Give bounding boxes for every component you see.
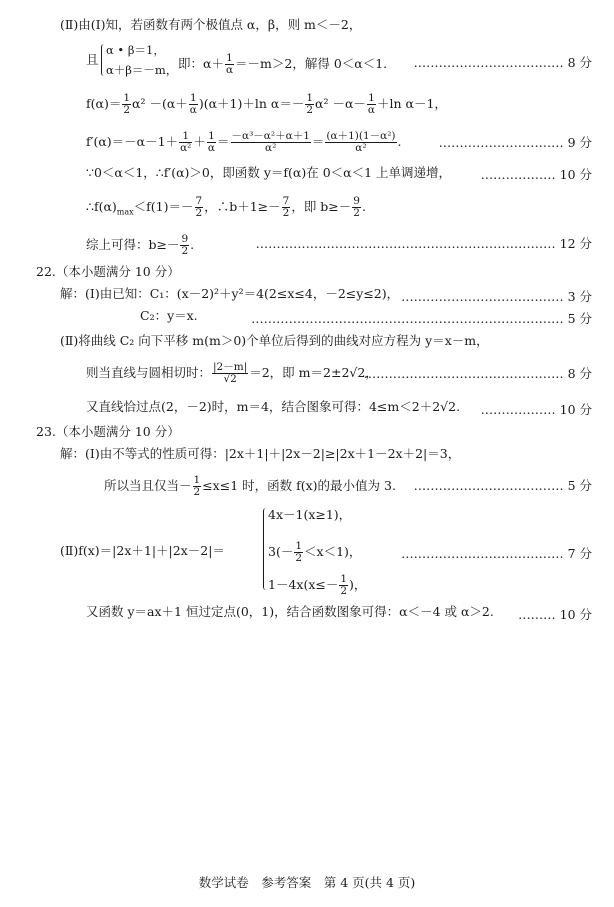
text-line: 则当直线与圆相切时： $\frac{|2-m|}{√2}$ ＝2，即 m＝2±2√2，	[86, 361, 378, 385]
text-line: 解：(Ⅰ)由已知：C₁：(x－2)²＋y²＝4(2≤x≤4，－2≤y≤2)，	[60, 286, 400, 301]
text-line: 又函数 y＝ax＋1 恒过定点(0，1)，结合函数图象可得：α＜－4 或 α＞2.	[86, 604, 494, 619]
page-footer: 数学试卷 参考答案 第 4 页(共 4 页)	[198, 875, 416, 890]
text-line: $\therefore f(\alpha)_{max}<f(1)=-$ $\frac{7}{2}$ ，∴b＋1≥－ $\frac{7}{2}$ ，即 b≥－ $\frac{9}{2}$ .	[86, 195, 366, 219]
text-line: (Ⅱ)f(x)＝|2x＋1|＋|2x－2|＝	[60, 543, 225, 558]
text-line: 又直线恰过点(2，－2)时，m＝4，结合图象可得：4≤m＜2＋2√2.	[86, 399, 461, 414]
score-mark: ………………………………………… 8 分	[363, 366, 592, 381]
score-mark: ……………………………… 8 分	[413, 55, 592, 70]
text-line: ∵0＜α＜1，∴f′(α)＞0，即函数 y＝f(α)在 0＜α＜1 上单调递增，	[86, 165, 452, 180]
text-line: f(α)＝ $\frac{1}{2}$ α² －(α＋ $\frac{1}{\alpha}$ )(α＋1)＋ln α＝－ $\frac{1}{2}$ α² －α－ $\frac{1}{\alpha}$ ＋ln α－1，	[86, 92, 447, 116]
score-mark: ………………………… 9 分	[438, 135, 592, 150]
score-mark: ……………… 10 分	[480, 167, 592, 182]
score-mark: ……………………………………………………………… 12 分	[255, 236, 592, 251]
text-line: 且	[86, 52, 99, 67]
text-line: (Ⅱ)将曲线 C₂ 向下平移 m(m＞0)个单位后得到的曲线对应方程为 y＝x－m，	[60, 333, 489, 348]
question-title: 22.（本小题满分 10 分）	[36, 264, 180, 279]
score-mark: ……… 10 分	[518, 607, 592, 622]
text-line: (Ⅱ)由(Ⅰ)知，若函数有两个极值点 α，β，则 m＜－2，	[60, 17, 362, 32]
text-line: 所以当且仅当－ $\frac{1}{2}$ ≤x≤1 时，函数 f(x)的最小值为 3.	[104, 474, 396, 498]
text-line: C₂：y＝x.	[140, 308, 198, 323]
text-line: 综上可得：b≥－ $\frac{9}{2}$ .	[86, 233, 195, 257]
text-line: 解：(Ⅰ)由不等式的性质可得：|2x＋1|＋|2x－2|≥|2x＋1－2x＋2|＝3，	[60, 446, 461, 461]
text-line: f′(α)＝－α－1＋ $\frac{1}{\text{α²}}$ ＋ $\frac{1}{\alpha}$ ＝ $\frac{\text{－α³－α²＋α＋1}}{\text{α²}}$ ＝ $\frac{\text{(α＋1)(1－α²)}}{\text{α²}}$ .	[86, 130, 402, 154]
fraction: $\frac{1}{\alpha}$	[225, 52, 234, 76]
piecewise-case: 1－4x(x≤－ $\frac{1}{2}$ )，	[268, 573, 367, 597]
text-line: 即：α＋ $\frac{1}{\alpha}$ ＝－m＞2，解得 0＜α＜1.	[178, 52, 388, 76]
system-eq: α • β＝1，	[106, 43, 165, 57]
piecewise-case: 3(－ $\frac{1}{2}$ ＜x＜1)，	[268, 540, 362, 564]
piecewise-case: 4x－1(x≥1)，	[268, 507, 352, 522]
score-mark: ………………………………… 7 分	[401, 546, 592, 561]
score-mark: ………………………………………………………………… 5 分	[251, 311, 592, 326]
system-eq: α＋β＝－m，	[106, 63, 178, 77]
score-mark: ………………………………… 3 分	[401, 289, 592, 304]
score-mark: ……………………………… 5 分	[413, 478, 592, 493]
question-title: 23.（本小题满分 10 分）	[36, 424, 180, 439]
score-mark: ……………… 10 分	[480, 402, 592, 417]
